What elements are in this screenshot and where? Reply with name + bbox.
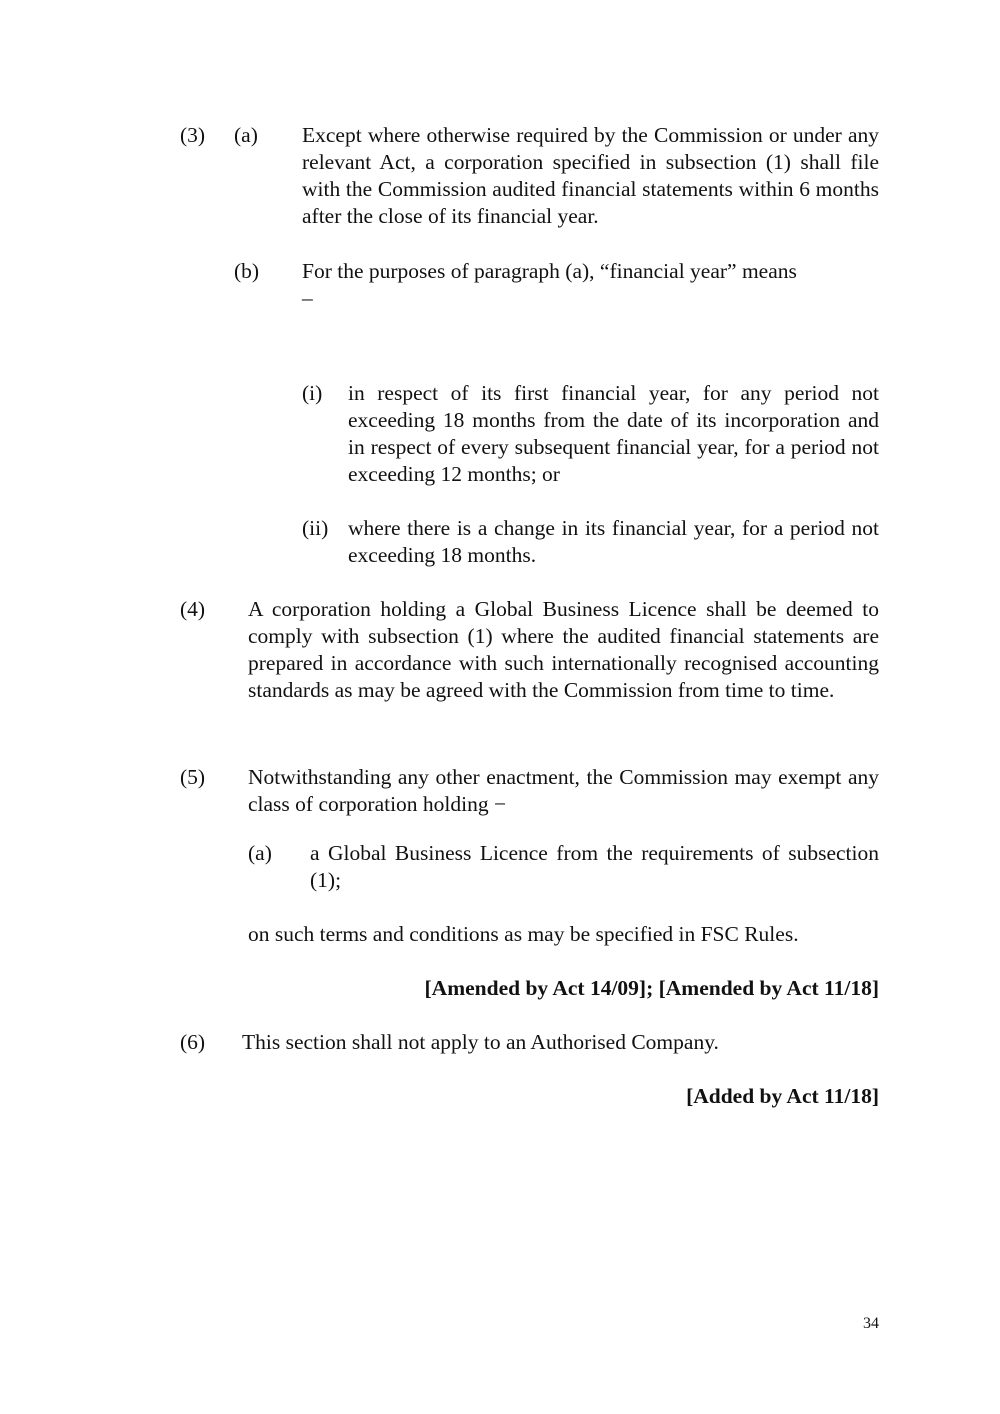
paragraph-3a-text: Except where otherwise required by the Commission or under any relevant Act, a corporation specified in subsection (1) shall file with the Commission audited financial statements within 6 months after the close of its financial year. bbox=[302, 123, 879, 228]
paragraph-5a-label: (a) bbox=[248, 841, 272, 865]
subparagraph-3b-i-text: in respect of its first financial year, for any period not exceeding 18 months from the date of its incorporation and in respect of every subsequent financial year, for a period not exceeding 12 months; or bbox=[348, 381, 879, 486]
subparagraph-3b-i-label: (i) bbox=[302, 381, 323, 405]
subparagraph-3b-ii-text: where there is a change in its financial year, for a period not exceeding 18 months. bbox=[348, 516, 879, 567]
page-number: 34 bbox=[863, 1315, 879, 1332]
paragraph-3a-label: (a) bbox=[234, 123, 258, 147]
paragraph-3b-label: (b) bbox=[234, 259, 260, 283]
amendment-note-5: [Amended by Act 14/09]; [Amended by Act 11/18] bbox=[424, 976, 879, 1000]
amendment-note-6: [Added by Act 11/18] bbox=[686, 1084, 879, 1108]
paragraph-3b-text: For the purposes of paragraph (a), “financial year” means bbox=[302, 259, 797, 283]
subsection-3-number: (3) bbox=[180, 123, 206, 147]
subsection-5-number: (5) bbox=[180, 765, 206, 789]
subsection-6-text: This section shall not apply to an Authorised Company. bbox=[242, 1030, 719, 1054]
subsection-6-number: (6) bbox=[180, 1030, 206, 1054]
paragraph-3b-dash: – bbox=[302, 286, 313, 310]
paragraph-5a-text: a Global Business Licence from the requirements of subsection (1); bbox=[310, 841, 879, 892]
subsection-4-text: A corporation holding a Global Business Licence shall be deemed to comply with subsection (1) where the audited financial statements are prepared in accordance with such internationally recognised accounting standards as may be agreed with the Commission from time to time. bbox=[248, 597, 879, 702]
subparagraph-3b-ii-label: (ii) bbox=[302, 516, 329, 540]
subsection-5-closing: on such terms and conditions as may be specified in FSC Rules. bbox=[248, 922, 799, 946]
subsection-5-text: Notwithstanding any other enactment, the Commission may exempt any class of corporation holding − bbox=[248, 765, 879, 816]
subsection-4-number: (4) bbox=[180, 597, 206, 621]
